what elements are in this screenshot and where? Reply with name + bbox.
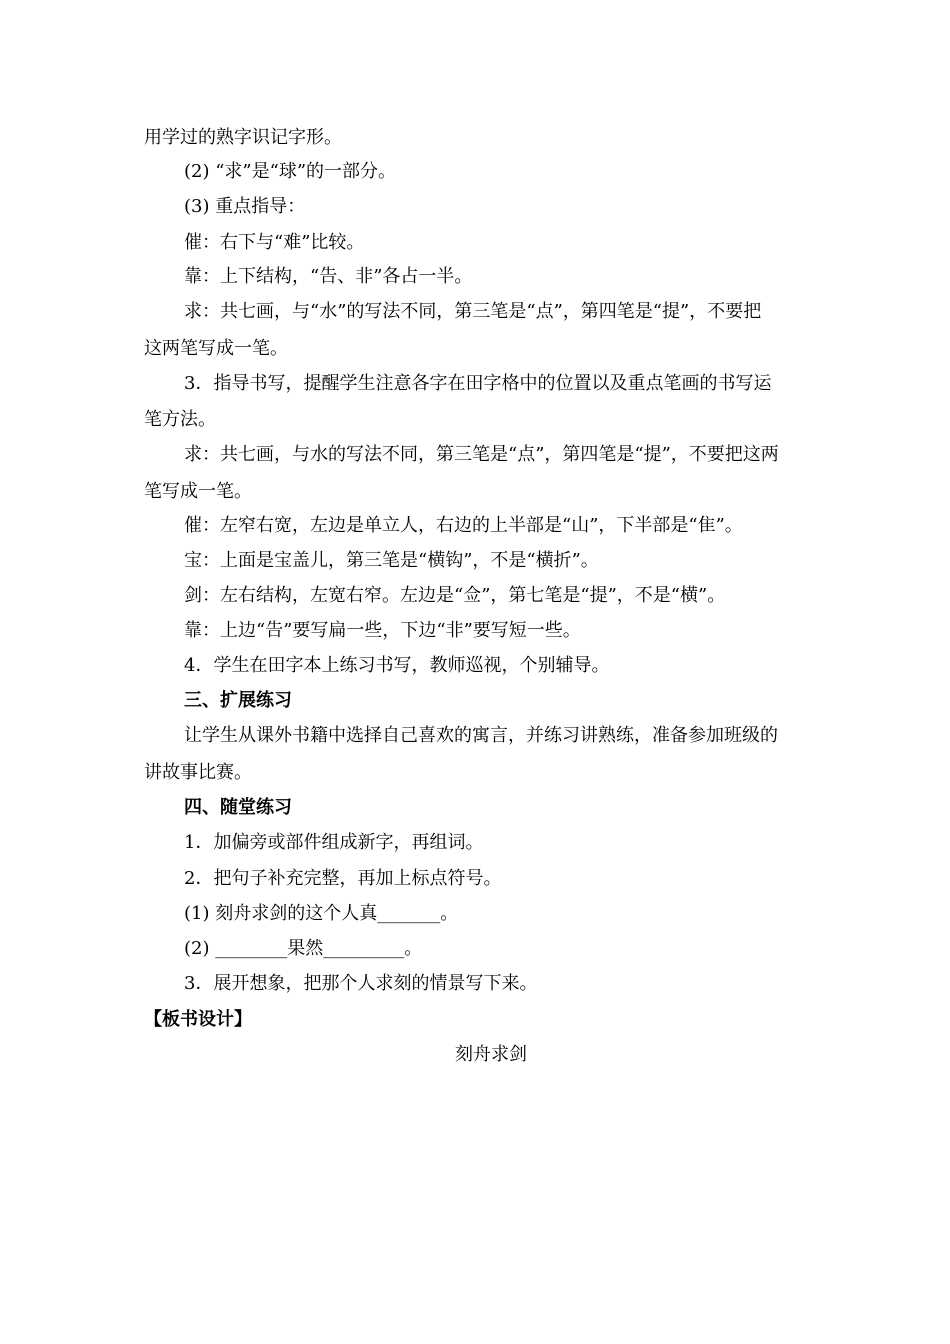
paragraph-line: 笔写成一笔。 — [144, 481, 252, 502]
paragraph-line: 笔方法。 — [144, 409, 216, 430]
paragraph-line: 讲故事比赛。 — [144, 762, 252, 783]
section-heading: 四、随堂练习 — [184, 797, 292, 818]
paragraph-line: 2．把句子补充完整，再加上标点符号。 — [184, 868, 502, 889]
section-heading: 三、扩展练习 — [184, 690, 292, 711]
paragraph-line: 催：左窄右宽，左边是单立人，右边的上半部是“山”，下半部是“隹”。 — [184, 515, 743, 536]
paragraph-line: 催：右下与“难”比较。 — [184, 232, 365, 253]
paragraph-line: (1) 刻舟求剑的这个人真_______。 — [184, 903, 459, 924]
board-design-title: 刻舟求剑 — [455, 1044, 527, 1065]
paragraph-line: 剑：左右结构，左宽右窄。左边是“佥”，第七笔是“提”，不是“横”。 — [184, 585, 726, 606]
paragraph-line: 这两笔写成一笔。 — [144, 338, 288, 359]
paragraph-line: 让学生从课外书籍中选择自己喜欢的寓言，并练习讲熟练，准备参加班级的 — [184, 725, 778, 746]
paragraph-line: 4．学生在田字本上练习书写，教师巡视，个别辅导。 — [184, 655, 610, 676]
paragraph-line: 靠：上边“告”要写扁一些，下边“非”要写短一些。 — [184, 620, 581, 641]
paragraph-line: (3) 重点指导： — [184, 196, 306, 217]
paragraph-line: 求：共七画，与水的写法不同，第三笔是“点”，第四笔是“提”，不要把这两 — [184, 444, 779, 465]
paragraph-line: 用学过的熟字识记字形。 — [144, 127, 342, 148]
paragraph-line: 1．加偏旁或部件组成新字，再组词。 — [184, 832, 484, 853]
paragraph-line: 求：共七画，与“水”的写法不同，第三笔是“点”，第四笔是“提”，不要把 — [184, 301, 762, 322]
paragraph-line: 靠：上下结构，“告、非”各占一半。 — [184, 266, 473, 287]
paragraph-line: 3．指导书写，提醒学生注意各字在田字格中的位置以及重点笔画的书写运 — [184, 373, 772, 394]
paragraph-line: 宝：上面是宝盖儿，第三笔是“横钩”，不是“横折”。 — [184, 550, 599, 571]
section-heading: 【板书设计】 — [144, 1009, 252, 1030]
paragraph-line: (2) ________果然_________。 — [184, 938, 423, 959]
paragraph-line: (2) “求”是“球”的一部分。 — [184, 161, 397, 182]
paragraph-line: 3．展开想象，把那个人求刻的情景写下来。 — [184, 973, 538, 994]
